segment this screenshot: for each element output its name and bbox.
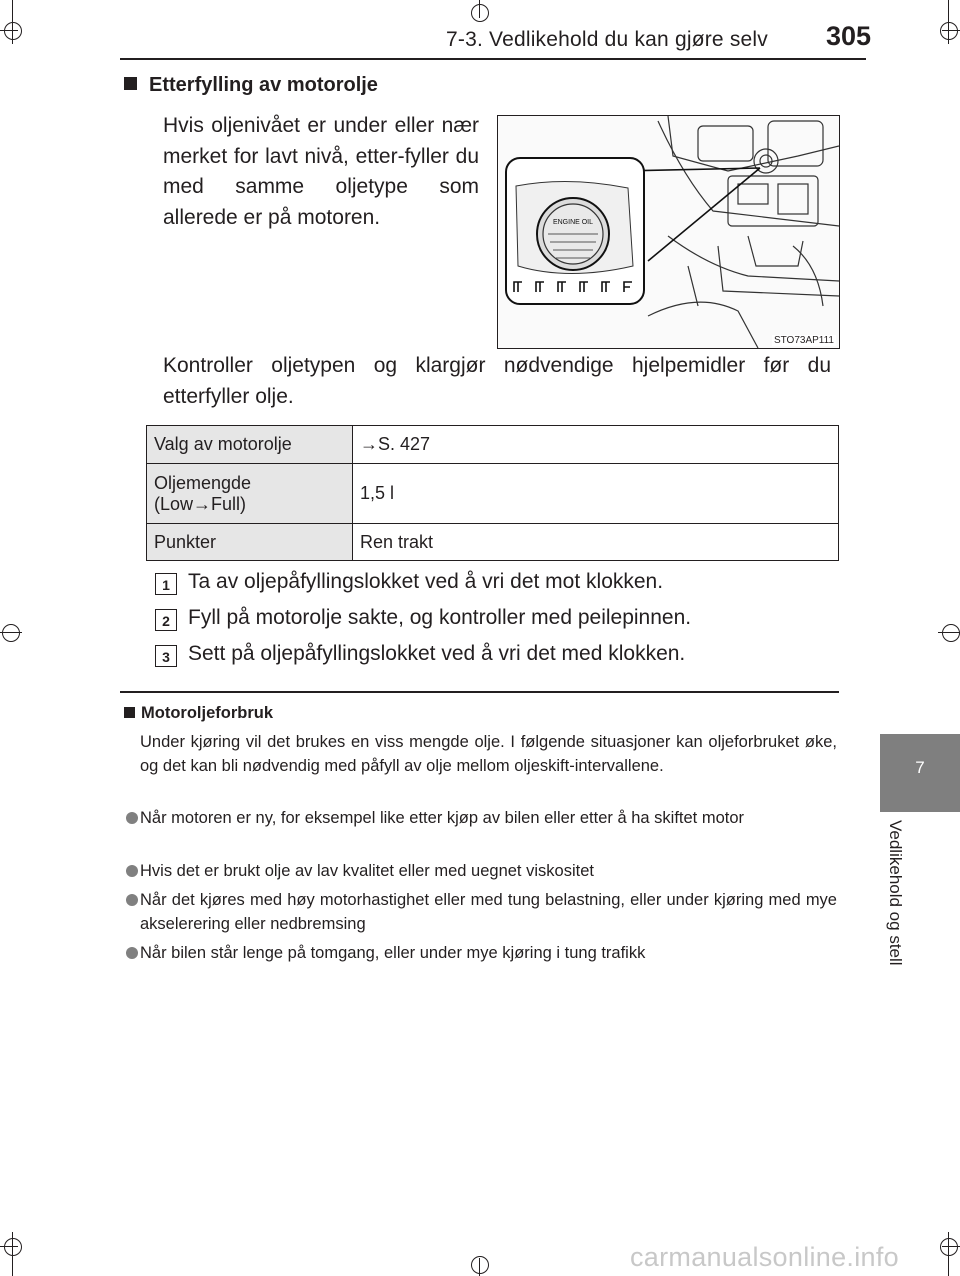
table-key: Punkter <box>147 524 353 561</box>
step-number-badge: 1 <box>155 573 177 595</box>
table-value: →S. 427 <box>353 426 839 464</box>
table-key: Oljemengde (Low→Full) <box>147 464 353 524</box>
table-value: 1,5 l <box>353 464 839 524</box>
page-number: 305 <box>826 21 872 51</box>
table-row <box>147 426 839 464</box>
table-key: Valg av motorolje <box>147 426 353 464</box>
square-bullet-icon <box>124 77 137 90</box>
bullet-dot-icon <box>126 812 138 824</box>
header-rule <box>120 58 866 60</box>
oil-info-table <box>146 425 839 561</box>
section-divider <box>120 691 839 693</box>
table-row <box>147 524 839 561</box>
engine-oil-cap-figure <box>497 115 840 349</box>
engine-oil-cap-label: ENGINE OIL <box>552 219 594 226</box>
chapter-tab-label: Vedlikehold og stell <box>886 820 905 966</box>
table-row <box>147 464 839 524</box>
subsection-heading: Motoroljeforbruk <box>124 704 273 723</box>
step-text: Fyll på motorolje sakte, og kontroller med peilepinnen. <box>188 606 692 629</box>
engine-bay-illustration <box>498 116 839 348</box>
intro-paragraph: Hvis oljenivået er under eller nær merket for lavt nivå, etter-fyller du med samme oljetype som allerede er på motoren. <box>163 114 479 229</box>
bullet-dot-icon <box>126 865 138 877</box>
table-value: Ren trakt <box>353 524 839 561</box>
preparation-paragraph: Kontroller oljetypen og klargjør nødvendige hjelpemidler før du etterfyller olje. <box>163 354 831 408</box>
chapter-title: 7-3. Vedlikehold du kan gjøre selv <box>446 28 768 51</box>
step-text: Sett på oljepåfyllingslokket ved å vri det med klokken. <box>188 642 686 665</box>
figure-code: STO73AP111 <box>773 335 834 346</box>
watermark: carmanualsonline.info <box>630 1242 899 1272</box>
section-heading: Etterfylling av motorolje <box>124 74 378 97</box>
consumption-paragraph: Under kjøring vil det brukes en viss mengde olje. I følgende situasjoner kan oljeforbruket øke, og det kan bli nødvendig med påfyll av olje mellom oljeskift-intervallene. <box>140 733 837 775</box>
bullet-dot-icon <box>126 947 138 959</box>
square-bullet-icon <box>124 707 135 718</box>
step-number-badge: 3 <box>155 645 177 667</box>
chapter-tab-number: 7 <box>915 758 925 777</box>
bullet-dot-icon <box>126 894 138 906</box>
step-text: Ta av oljepåfyllingslokket ved å vri det mot klokken. <box>188 570 664 593</box>
step-number-badge: 2 <box>155 609 177 631</box>
